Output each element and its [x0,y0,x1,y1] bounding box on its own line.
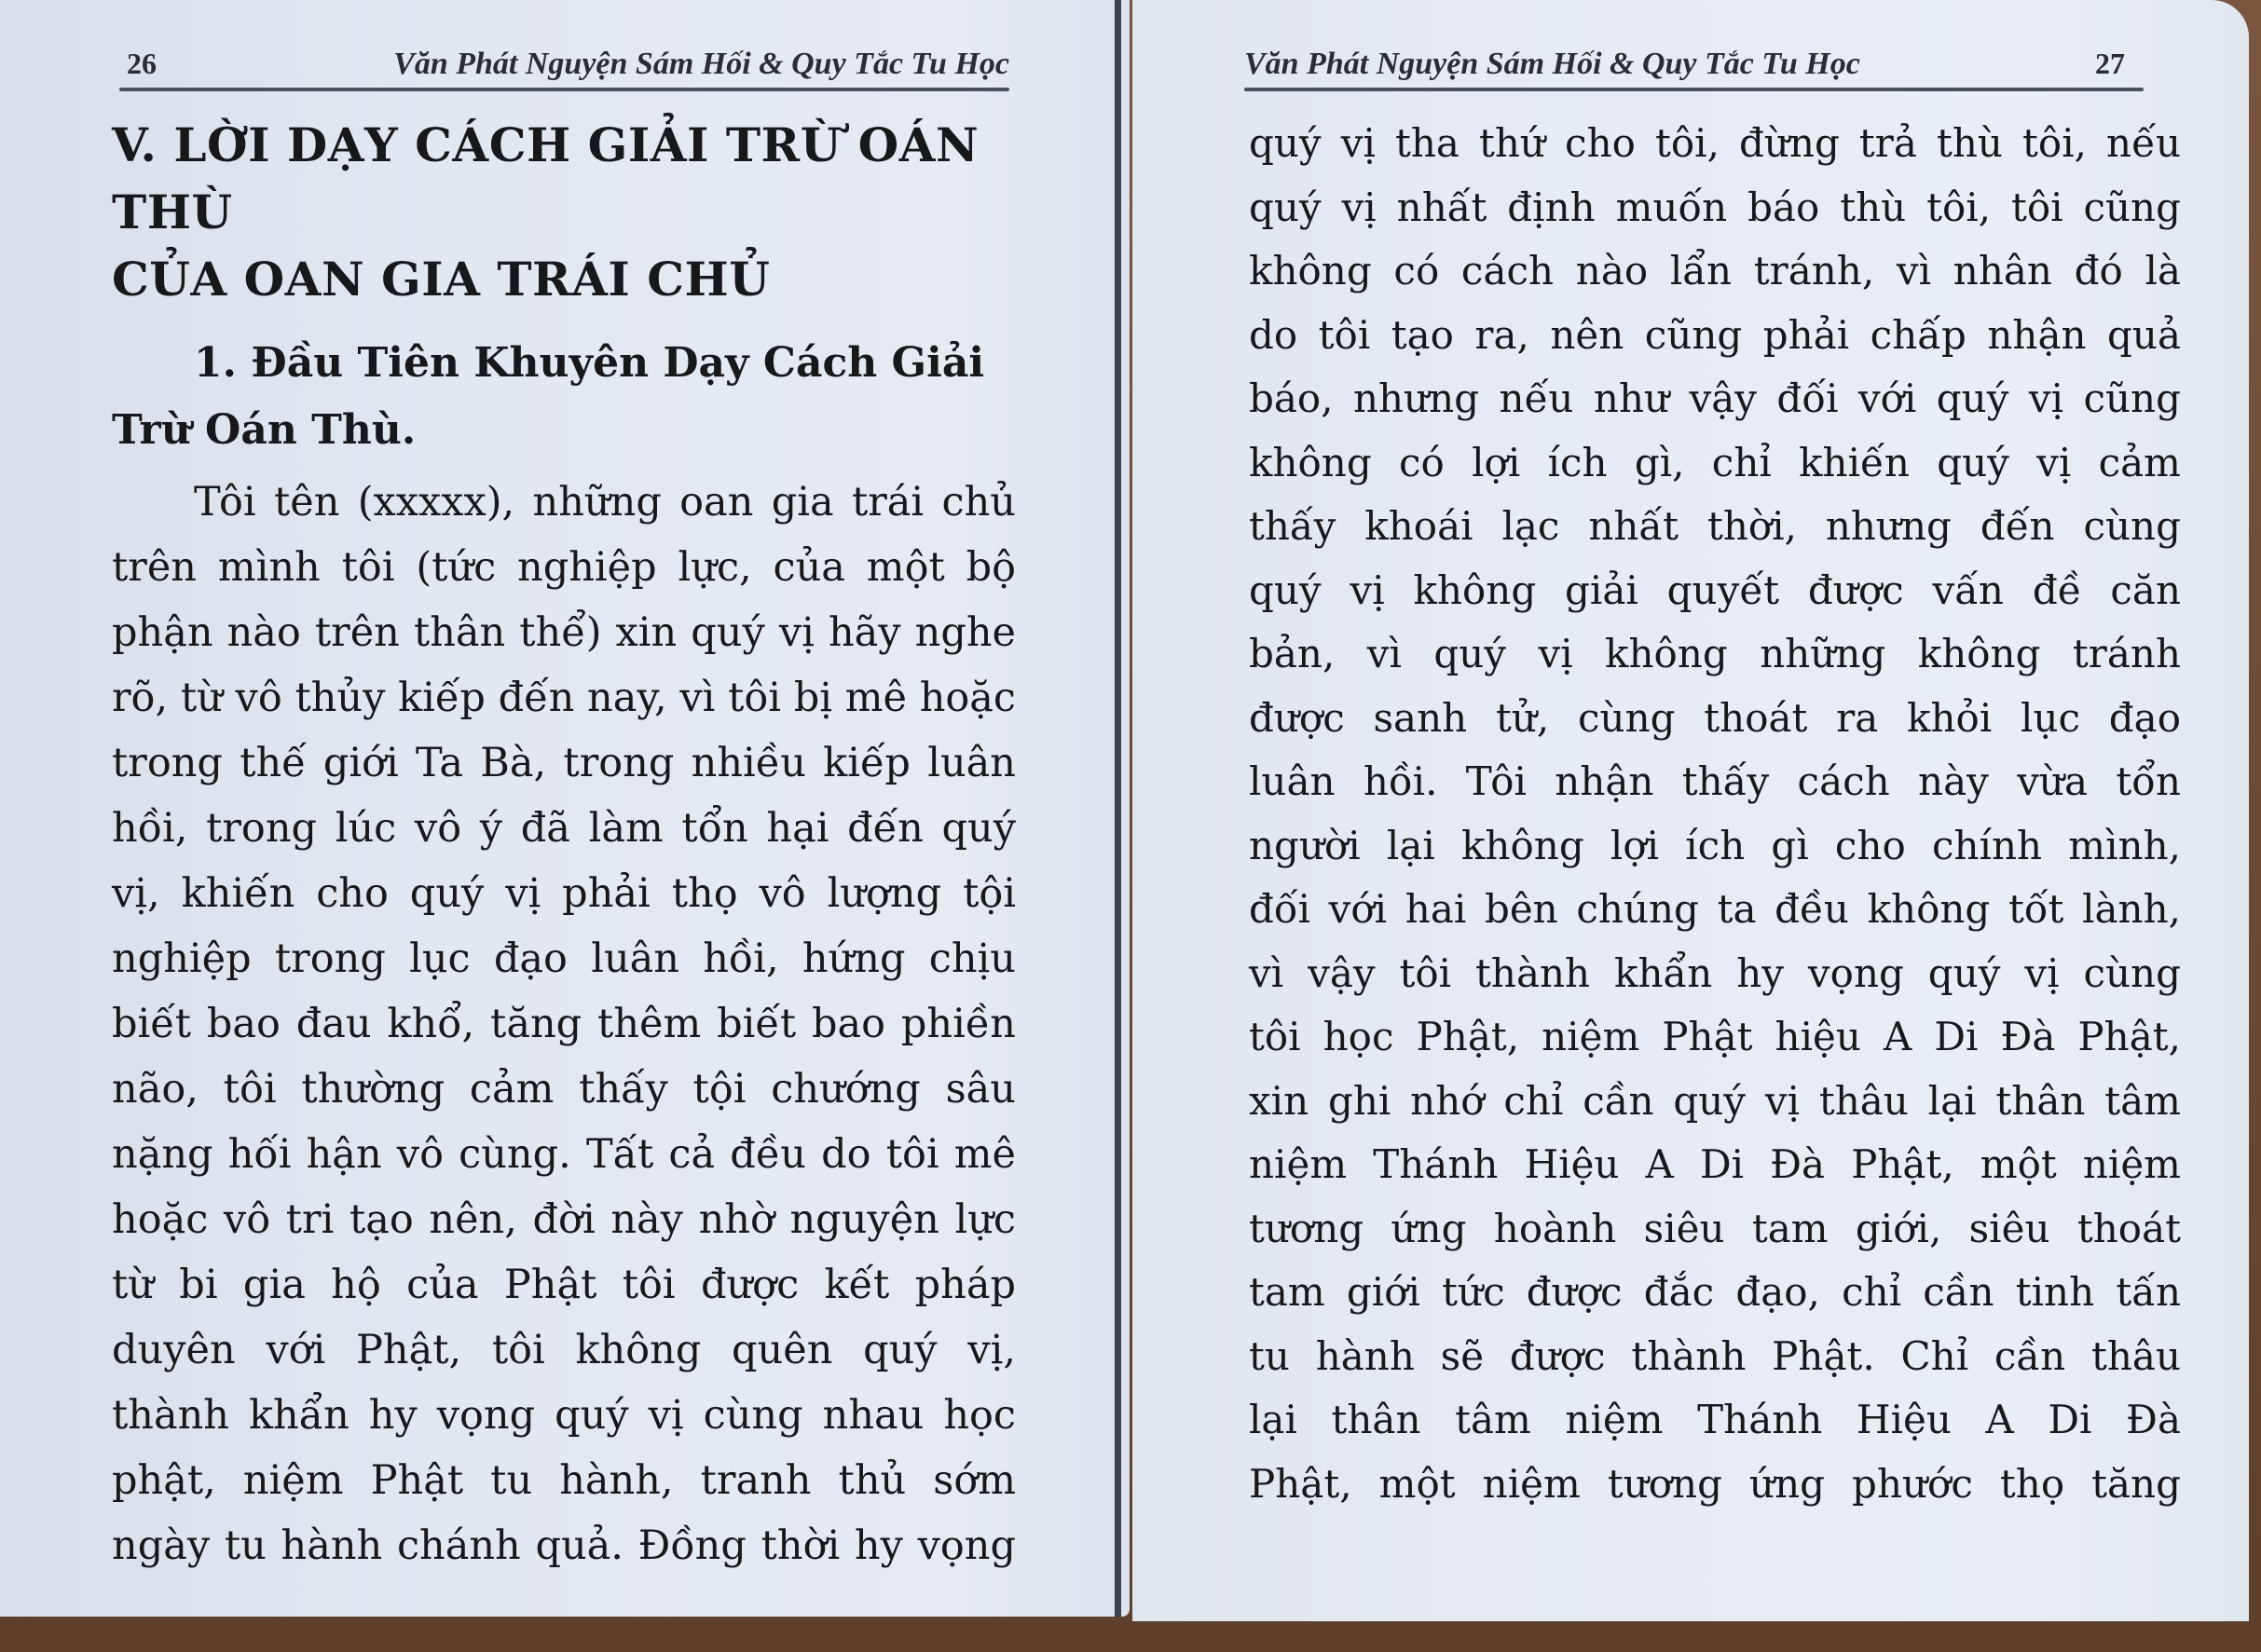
text-line: thành khẩn hy vọng quý vị cùng nhau học [112,1392,1016,1439]
text-line: Tôi tên (xxxxx), những oan gia trái chủ [194,479,1016,526]
text-line: nặng hối hận vô cùng. Tất cả đều do tôi mê [112,1131,1016,1178]
right-page-content [1249,112,2181,1516]
section-title-line: CỦA OAN GIA TRÁI CHỦ [112,252,771,307]
text-line: người lại không lợi ích gì cho chính mình, [1249,822,2181,868]
right-page [1132,0,2249,1621]
text-line: niệm Thánh Hiệu A Di Đà Phật, một niệm [1249,1141,2181,1187]
left-running-title: Văn Phát Nguyện Sám Hối & Quy Tắc Tu Học [393,47,1009,81]
text-line: lại thân tâm niệm Thánh Hiệu A Di Đà [1249,1397,2181,1442]
text-line: duyên với Phật, tôi không quên quý vị, [112,1327,1016,1373]
section-title-line: V. LỜI DẠY CÁCH GIẢI TRỪ OÁN THÙ [112,117,980,239]
text-line: được sanh tử, cùng thoát ra khỏi lục đạo [1249,694,2181,741]
text-line: luân hồi. Tôi nhận thấy cách này vừa tổn [1249,758,2181,804]
text-line: không có lợi ích gì, chỉ khiến quý vị cảm [1249,439,2181,485]
text-line: trên mình tôi (tức nghiệp lực, của một bộ [112,544,1016,591]
left-page-number: 26 [127,47,157,80]
right-running-title: Văn Phát Nguyện Sám Hối & Quy Tắc Tu Học [1244,47,1860,81]
section-title [112,112,1016,313]
text-line: Phật, một niệm tương ứng phước thọ tăng [1249,1460,2181,1507]
text-line: nghiệp trong lục đạo luân hồi, hứng chịu [112,935,1016,982]
text-line: tôi học Phật, niệm Phật hiệu A Di Đà Phật, [1249,1014,2181,1059]
text-line: biết bao đau khổ, tăng thêm biết bao phiền [112,1001,1016,1047]
text-line: hồi, trong lúc vô ý đã làm tổn hại đến quý [112,805,1016,852]
right-page-number: 27 [2095,47,2125,80]
text-line: phật, niệm Phật tu hành, tranh thủ sớm [112,1457,1016,1504]
right-running-header [1244,35,2144,91]
right-body-text [1249,112,2181,1516]
header-rule [1244,88,2144,91]
text-line: do tôi tạo ra, nên cũng phải chấp nhận quả [1249,311,2181,358]
text-line: tương ứng hoành siêu tam giới, siêu thoát [1249,1205,2181,1251]
left-running-header [119,35,1009,91]
text-line: ngày tu hành chánh quả. Đồng thời hy vọng [112,1522,1016,1569]
subsection-title-line: 1. Đầu Tiên Khuyên Dạy Cách Giải [194,339,985,387]
book-spine-gutter [1115,0,1121,1617]
text-line: não, tôi thường cảm thấy tội chướng sâu [112,1066,1016,1113]
text-line: từ bi gia hộ của Phật tôi được kết pháp [112,1262,1016,1308]
text-line: quý vị nhất định muốn báo thù tôi, tôi cũng [1249,184,2181,230]
left-page-content [112,112,1016,1578]
text-line: phận nào trên thân thể) xin quý vị hãy nghe [112,609,1016,656]
text-line: vì vậy tôi thành khẩn hy vọng quý vị cùng [1249,949,2181,996]
text-line: không có cách nào lẩn tránh, vì nhân đó là [1249,248,2181,294]
left-page [0,0,1130,1617]
text-line: đối với hai bên chúng ta đều không tốt lành, [1249,886,2181,932]
left-body-text [112,470,1016,1578]
text-line: rõ, từ vô thủy kiếp đến nay, vì tôi bị mê hoặc [112,675,1016,721]
subsection-title-line: Trừ Oán Thù. [112,406,417,454]
text-line: báo, nhưng nếu như vậy đối với quý vị cũng [1249,375,2181,421]
text-line: thấy khoái lạc nhất thời, nhưng đến cùng [1249,503,2181,549]
text-line: tam giới tức được đắc đạo, chỉ cần tinh tấn [1249,1269,2181,1315]
text-line: vị, khiến cho quý vị phải thọ vô lượng tội [112,870,1016,917]
text-line: bản, vì quý vị không những không tránh [1249,631,2181,676]
text-line: hoặc vô tri tạo nên, đời này nhờ nguyện lực [112,1196,1016,1243]
subsection-title [112,330,1016,464]
text-line: quý vị không giải quyết được vấn đề căn [1249,567,2181,613]
text-line: tu hành sẽ được thành Phật. Chỉ cần thâu [1249,1332,2181,1379]
text-line: xin ghi nhớ chỉ cần quý vị thâu lại thân tâm [1249,1077,2181,1124]
header-rule [119,88,1009,91]
text-line: quý vị tha thứ cho tôi, đừng trả thù tôi, nếu [1249,120,2181,166]
text-line: trong thế giới Ta Bà, trong nhiều kiếp luân [112,740,1016,786]
